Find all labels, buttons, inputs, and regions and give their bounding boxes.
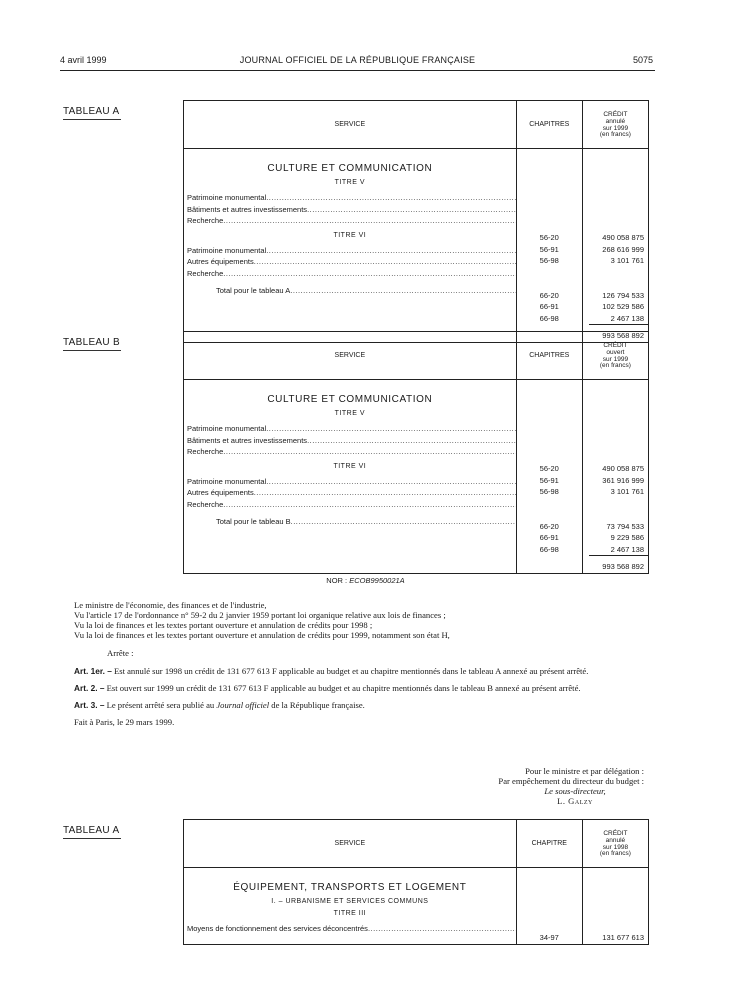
col-credit-header: CRÉDIT annulé sur 1998 (en francs): [582, 820, 648, 868]
vu-line: Vu la loi de finances et les textes portant ouverture et annulation de crédits pour 1998 ;: [74, 620, 373, 630]
titre-heading: TITRE VI: [333, 231, 367, 239]
credit-column: 490 058 875 268 616 999 3 101 761 126 794 533 102 529 586 2 467 138 993 568 892: [582, 149, 648, 343]
titre-heading: TITRE III: [333, 910, 367, 917]
article-1: Art. 1er. – Est annulé sur 1998 un crédit de 131 677 613 F applicable au budget et au chapitre mentionnés dans le tableau A annexé au présent arrêté.: [74, 666, 589, 676]
section-title: CULTURE ET COMMUNICATION: [267, 394, 433, 405]
titre-heading: TITRE V: [334, 410, 366, 417]
section-title: CULTURE ET COMMUNICATION: [267, 163, 433, 174]
section-title: ÉQUIPEMENT, TRANSPORTS ET LOGEMENT: [233, 882, 467, 893]
total-row: Total pour le tableau A .....: [184, 285, 516, 297]
table-row: Recherche .....: [184, 499, 516, 511]
nor-reference: NOR : ECOB9950021A: [326, 576, 405, 585]
header-rule: [60, 70, 655, 71]
tableau-a-equipement: [183, 819, 649, 945]
nor-code: ECOB9950021A: [349, 576, 405, 585]
total-amount: 993 568 892: [602, 562, 644, 571]
table-row: Moyens de fonctionnement des services déconcentrés .....: [184, 923, 516, 935]
tableau-a-equipement-label: TABLEAU A: [63, 825, 121, 839]
col-service-header: SERVICE: [184, 101, 517, 149]
chapitres-column: 56-20 56-91 56-98 66-20 66-91 66-98: [516, 149, 582, 343]
article-3: Art. 3. – Le présent arrêté sera publié au Journal officiel de la République française.: [74, 700, 365, 710]
table-row: Patrimoine monumental .....: [184, 423, 516, 435]
service-column: [184, 868, 517, 945]
col-service-header: SERVICE: [184, 820, 517, 868]
table-row: Patrimoine monumental .....: [184, 476, 516, 488]
page-number: 5075: [632, 55, 653, 65]
table-row: Bâtiments et autres investissements .....: [184, 435, 516, 447]
arrete-body: [63, 600, 650, 727]
service-column: [184, 380, 517, 574]
table-row: Patrimoine monumental .....: [184, 192, 516, 204]
service-column: [184, 149, 517, 343]
col-credit-header: CRÉDIT annulé sur 1999 (en francs): [582, 101, 648, 149]
col-service-header: SERVICE: [184, 332, 517, 380]
table-row: Recherche .....: [184, 446, 516, 458]
signature-block: Pour le ministre et par délégation : Par empêchement du directeur du budget : Le sous-directeur, L. Galzy: [440, 766, 650, 806]
col-chapitres-header: CHAPITRES: [516, 332, 582, 380]
tableau-a: [183, 100, 649, 343]
total-row: Total pour le tableau B .....: [184, 516, 516, 528]
subsection-heading: I. – URBANISME ET SERVICES COMMUNS: [271, 898, 429, 905]
table-row: Autres équipements .....: [184, 256, 516, 268]
total-amount: 993 568 892: [602, 331, 644, 340]
table-row: Recherche .....: [184, 215, 516, 227]
chapitre-column: 34-97: [516, 868, 582, 945]
tableau-b: [183, 331, 649, 574]
credit-column: 490 058 875 361 916 999 3 101 761 73 794 533 9 229 586 2 467 138 993 568 892: [582, 380, 648, 574]
vu-line: Vu la loi de finances et les textes portant ouverture et annulation de crédits pour 1999, notamment son état H,: [74, 630, 450, 640]
arrete-line: Arrête :: [107, 648, 134, 658]
tableau-a-label: TABLEAU A: [63, 106, 121, 120]
titre-heading: TITRE VI: [333, 462, 367, 470]
page-header: [60, 55, 655, 69]
table-row: Recherche .....: [184, 268, 516, 280]
fait-line: Fait à Paris, le 29 mars 1999.: [74, 717, 175, 727]
header-title: JOURNAL OFFICIEL DE LA RÉPUBLIQUE FRANÇAISE: [239, 55, 476, 65]
header-date: 4 avril 1999: [60, 55, 107, 65]
chapitres-column: 56-20 56-91 56-98 66-20 66-91 66-98: [516, 380, 582, 574]
intro-line: Le ministre de l'économie, des finances et de l'industrie,: [74, 600, 267, 610]
table-row: Patrimoine monumental .....: [184, 245, 516, 257]
table-row: Autres équipements .....: [184, 487, 516, 499]
table-row: Bâtiments et autres investissements .....: [184, 204, 516, 216]
col-credit-header: CRÉDIT ouvert sur 1999 (en francs): [582, 332, 648, 380]
col-chapitres-header: CHAPITRES: [516, 101, 582, 149]
article-2: Art. 2. – Est ouvert sur 1999 un crédit de 131 677 613 F applicable au budget et au chapitre mentionnés dans le tableau B annexé au présent arrêté.: [74, 683, 581, 693]
tableau-b-label: TABLEAU B: [63, 337, 121, 351]
vu-line: Vu l'article 17 de l'ordonnance n° 59-2 du 2 janvier 1959 portant loi organique relative aux lois de finances ;: [74, 610, 446, 620]
signatory-name: L. Galzy: [557, 796, 593, 806]
credit-column: 131 677 613: [582, 868, 648, 945]
titre-heading: TITRE V: [334, 179, 366, 186]
col-chapitre-header: CHAPITRE: [516, 820, 582, 868]
